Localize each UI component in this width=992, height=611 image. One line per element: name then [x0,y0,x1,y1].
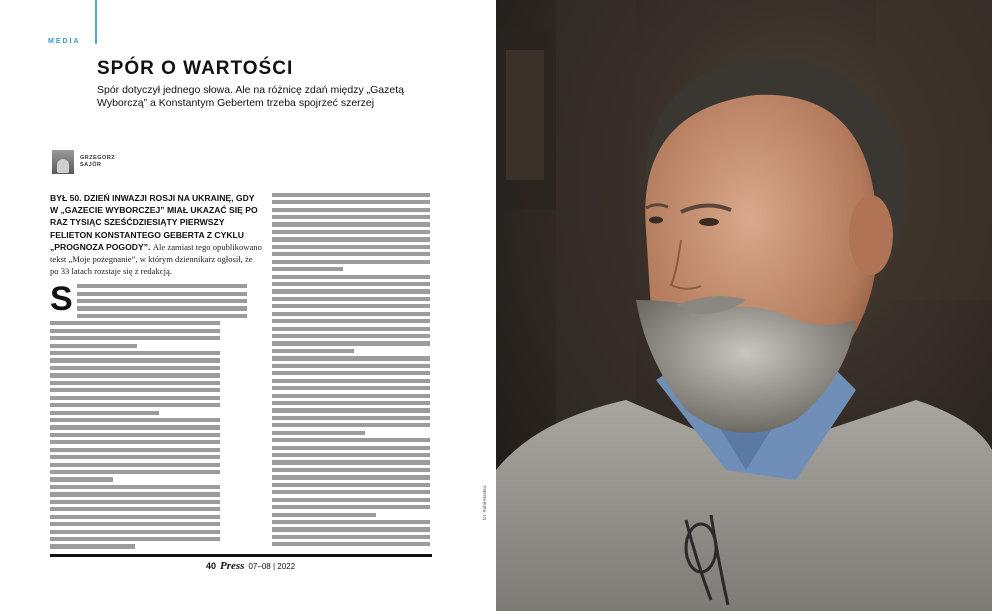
body-text-line [272,378,432,385]
body-text-line [50,291,262,298]
body-text-line [272,237,432,244]
body-text-line [272,259,432,266]
body-text-line [272,452,432,459]
body-text-line [272,542,432,549]
body-text-line [272,408,432,415]
body-text-line [272,229,432,236]
body-text-line [272,341,432,348]
page-footer [206,560,295,572]
top-accent-rule [95,0,97,44]
body-text-line [272,274,432,281]
body-text-line [272,356,432,363]
body-text-line [272,318,432,325]
section-label: MEDIA [48,38,81,45]
body-text-line [50,410,262,417]
body-text-line [272,467,432,474]
body-text-line [272,534,432,541]
article-intro [50,192,262,277]
author-photo [52,150,74,174]
body-text-line [272,393,432,400]
body-text-line [272,371,432,378]
body-text-line [50,365,262,372]
body-text-line [50,313,262,320]
body-text-line [50,477,262,484]
body-text-line [272,385,432,392]
body-text-line [50,521,262,528]
body-text-line [50,484,262,491]
article-column-2 [272,192,432,550]
body-text-line [50,343,262,350]
body-text-line [50,514,262,521]
body-text-line [272,527,432,534]
body-text-line [272,445,432,452]
body-text-line [272,192,432,199]
body-text-line [272,415,432,422]
body-text-line [272,497,432,504]
body-text-line [272,423,432,430]
body-text-line [272,482,432,489]
body-text-line [272,363,432,370]
body-text-line [272,199,432,206]
author-last-name: SAJÓR [80,162,102,168]
body-text-line [272,326,432,333]
body-text-line [50,358,262,365]
author-byline [52,150,115,174]
body-text-line [50,499,262,506]
photo-credit: fot. Rafał Masłow [482,485,487,520]
body-text-line [50,388,262,395]
body-text-line [50,328,262,335]
body-text-line [272,281,432,288]
portrait-illustration [496,0,992,611]
body-text-line [50,298,262,305]
body-text-line [50,402,262,409]
body-text-line [50,380,262,387]
body-text-line [272,460,432,467]
magazine-logo: Press [220,560,245,572]
body-text-line [272,207,432,214]
body-text-line [50,321,262,328]
body-text-line [272,252,432,259]
body-text-block [50,280,262,550]
body-text-line [50,454,262,461]
body-text-line [272,490,432,497]
body-text-line [272,289,432,296]
body-text-block [272,192,432,549]
body-text-line [272,266,432,273]
intro-bold: BYŁ 50. DZIEŃ INWAZJI ROSJI NA UKRAINĘ, GDY W „GAZECIE WYBORCZEJ” MIAŁ UKAZAĆ SIĘ PO RAZ TYSIĄC SZEŚĆDZIESIĄTY PIERWSZY FELIETON KONSTANTEGO GEBERTA Z CYKLU „PROGNOZA POGODY”. [50,193,258,252]
body-text-line [272,512,432,519]
body-text-line [50,432,262,439]
body-text-line [272,504,432,511]
body-text-line [272,333,432,340]
body-text-line [50,335,262,342]
article-lead: Spór dotyczył jednego słowa. Ale na różnicę zdań między „Gazetą Wyborczą” a Konstantym Gebertem trzeba spojrzeć szerzej [97,84,404,109]
page-number: 40 [206,561,217,571]
body-text-line [50,283,262,290]
body-text-line [272,348,432,355]
body-text-line [50,469,262,476]
body-text-line [50,536,262,543]
intro-rest: Ale zamiast tego opublikowano tekst „Moje pożegnanie”, w którym dziennikarz ogłosił, że po 33 latach rozstaje się z redakcją. [50,241,262,277]
body-text-line [272,214,432,221]
body-text-line [272,304,432,311]
body-text-line [50,447,262,454]
body-text-line [272,244,432,251]
body-text-line [272,437,432,444]
article-headline: SPÓR O WARTOŚCI [97,58,294,79]
article-column-1 [50,192,262,550]
body-text-line [50,440,262,447]
body-text-line [50,462,262,469]
body-text-line [272,222,432,229]
body-text-line [272,400,432,407]
body-text-line [50,425,262,432]
body-text-line [272,296,432,303]
footer-rule [50,554,432,557]
author-first-name: GRZEGORZ [80,155,116,161]
body-text-line [50,417,262,424]
body-text-line [50,492,262,499]
body-text-line [50,507,262,514]
body-text-line [272,311,432,318]
issue-number: 07–08 | 2022 [248,561,296,571]
body-text-line [50,395,262,402]
portrait-photo [496,0,992,611]
body-text-line [50,544,262,550]
body-text-line [50,373,262,380]
body-text-line [50,350,262,357]
body-text-line [50,306,262,313]
body-text-line [272,519,432,526]
drop-cap: S [50,280,73,319]
body-text-line [272,475,432,482]
body-text-line [272,430,432,437]
body-text-line [50,529,262,536]
